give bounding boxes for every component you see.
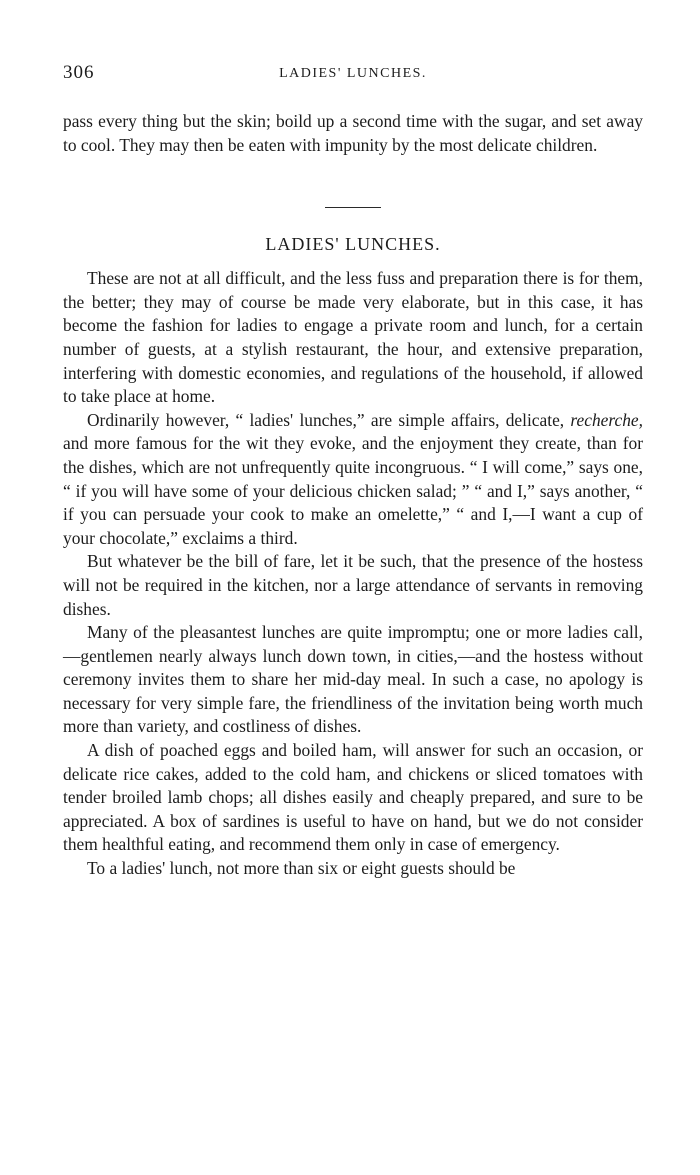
- running-head: [63, 60, 643, 90]
- paragraph-intro: These are not at all difficult, and the less fuss and preparation there is for them, the better; they may of course be made very elaborate, but in this case, it has become the fashion for ladies to engage a private room and lunch, for a certain number of guests, at a stylish restaurant, the hour, and extensive preparation, interfering with domestic economies, and regulations of the household, if allowed to take place at home.: [63, 268, 643, 407]
- page-number: 306: [63, 62, 95, 83]
- paragraph-guests: To a ladies' lunch, not more than six or eight guests should be: [87, 858, 516, 879]
- paragraph-ordinarily-end: and more famous for the wit they evoke, and the enjoyment they create, than for the dishes, which are not unfrequently quite incongruous. “ I will come,” says one, “ if you will have some of your delicious chicken salad; ” “ and I,” says another, “ if you can persuade your cook to make an omelette,” “ and I,—I want a cup of your chocolate,” exclaims a third.: [63, 433, 643, 548]
- paragraph-ordinarily-start: Ordinarily however, “ ladies' lunches,” are simple affairs, delicate,: [87, 409, 565, 430]
- running-title: LADIES' LUNCHES.: [279, 66, 427, 81]
- paragraph-bill-of-fare: But whatever be the bill of fare, let it be such, that the presence of the hostess will not be required in the kitchen, nor a large attendance of servants in removing dishes.: [63, 551, 643, 619]
- book-page: [63, 60, 643, 881]
- paragraph-poached-eggs: A dish of poached eggs and boiled ham, will answer for such an occasion, or delicate rice cakes, added to the cold ham, and chickens or sliced tomatoes with tender broiled lamb chops; all dishes easily and cheaply prepared, and sure to be appreciated. A box of sardines is useful to have on hand, but we do not consider them healthful eating, and recommend them only in case of emergency.: [63, 740, 643, 855]
- section-title: LADIES' LUNCHES.: [265, 234, 441, 255]
- section-divider-rule: [325, 207, 381, 208]
- paragraph-impromptu: Many of the pleasantest lunches are quite impromptu; one or more ladies call,—gentlemen nearly always lunch down town, in cities,—and the hostess without ceremony invites them to share her mid-day meal. In such a case, no apology is necessary for very simple fare, the friendliness of the invitation being worth much more than variety, and costliness of dishes.: [63, 622, 643, 737]
- text-block: [63, 110, 643, 881]
- continuation-paragraph: pass every thing but the skin; boild up a second time with the sugar, and set away to cool. They may then be eaten with impunity by the most delicate children.: [63, 111, 643, 155]
- italic-term-recherche: recherche,: [570, 409, 643, 430]
- paragraph-ordinarily: [63, 409, 643, 551]
